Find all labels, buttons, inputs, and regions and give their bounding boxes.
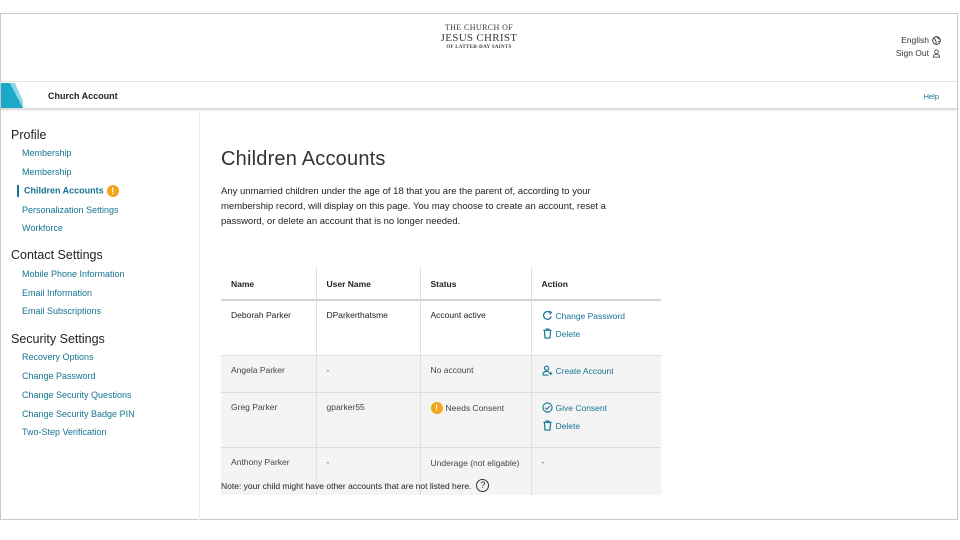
sidebar-item-membership-2[interactable]: Membership <box>22 167 72 177</box>
column-header-user-name: User Name <box>316 268 420 300</box>
language-label: English <box>901 35 929 45</box>
table-row <box>221 393 661 448</box>
logo-line-1: THE CHURCH OF <box>444 23 514 32</box>
action-label: Delete <box>555 328 581 339</box>
cell-username: - <box>316 356 420 393</box>
language-selector[interactable] <box>896 34 941 47</box>
sidebar-section-profile: Profile <box>11 128 47 142</box>
sidebar-item-change-password[interactable]: Change Password <box>22 371 96 381</box>
sidebar-item-label: Children Accounts <box>24 185 104 196</box>
add-user-icon <box>542 365 553 376</box>
app-title: Church Account <box>48 91 118 101</box>
status-label: Needs Consent <box>445 403 505 413</box>
action-label: Give Consent <box>555 402 607 413</box>
cell-username: DParkerthatsme <box>316 300 420 356</box>
sidebar-section-contact-settings: Contact Settings <box>11 248 103 262</box>
sidebar-item-change-security-questions[interactable]: Change Security Questions <box>22 390 132 400</box>
check-circle-icon <box>542 402 553 413</box>
refresh-icon <box>542 310 553 321</box>
cell-name: Angela Parker <box>221 356 316 393</box>
sidebar-item-two-step-verification[interactable]: Two-Step Verification <box>22 427 107 437</box>
top-header <box>1 14 957 82</box>
sidebar-item-email-subscriptions[interactable]: Email Subscriptions <box>22 306 102 316</box>
sidebar-item-email-information[interactable]: Email Information <box>22 288 93 298</box>
church-logo[interactable] <box>441 24 518 50</box>
page-title: Children Accounts <box>221 148 386 170</box>
table-row <box>221 300 661 356</box>
delete-button[interactable] <box>542 420 652 431</box>
globe-icon <box>932 36 941 45</box>
app-window <box>0 13 958 520</box>
cell-actions <box>531 393 661 448</box>
sidebar-item-recovery-options[interactable]: Recovery Options <box>22 352 94 362</box>
cell-actions <box>531 300 661 356</box>
app-subheader <box>1 83 957 110</box>
cell-username: gparker55 <box>316 393 420 448</box>
brand-accent-stripe <box>1 83 23 108</box>
action-label: Delete <box>555 420 581 431</box>
cell-name: Deborah Parker <box>221 300 316 356</box>
cell-name: Anthony Parker <box>221 448 316 495</box>
note-text: Note: your child might have other accounts that are not listed here. <box>221 480 472 491</box>
sidebar-item-workforce[interactable]: Workforce <box>22 223 63 233</box>
sign-out-label: Sign Out <box>895 48 929 58</box>
sign-out-link[interactable] <box>896 47 941 60</box>
cell-status: Account active <box>420 300 531 356</box>
column-header-name: Name <box>221 268 316 300</box>
help-link[interactable]: Help <box>923 92 939 101</box>
sidebar-item-children-accounts[interactable] <box>17 185 119 197</box>
column-header-status: Status <box>420 268 531 300</box>
cell-username: - <box>316 448 420 495</box>
column-header-action: Action <box>531 268 661 300</box>
warning-icon: ! <box>431 402 443 414</box>
sidebar-item-membership[interactable]: Membership <box>22 148 72 158</box>
question-circle-icon[interactable]: ? <box>476 479 489 492</box>
logo-line-2: JESUS CHRIST <box>440 32 518 44</box>
table-header-row <box>221 268 661 300</box>
logo-line-3: OF LATTER-DAY SAINTS <box>446 45 512 50</box>
sidebar-nav <box>1 112 200 520</box>
action-label: Change Password <box>555 310 625 321</box>
change-password-button[interactable] <box>542 310 652 321</box>
accounts-note <box>221 479 489 492</box>
sidebar-item-change-security-badge-pin[interactable]: Change Security Badge PIN <box>22 409 135 419</box>
cell-status <box>420 393 531 448</box>
delete-button[interactable] <box>542 328 652 339</box>
user-icon <box>932 49 941 58</box>
intro-text: Any unmarried children under the age of 18 that you are the parent of, according to your membership record, will display on this page. You may choose to create an account, reset a password, or delete an account that is no longer needed. <box>221 186 606 227</box>
action-label: Create Account <box>555 365 614 376</box>
sidebar-item-personalization-settings[interactable]: Personalization Settings <box>22 205 119 215</box>
cell-name: Greg Parker <box>221 393 316 448</box>
children-accounts-table <box>221 268 661 495</box>
cell-actions <box>531 356 661 393</box>
table-row <box>221 356 661 393</box>
user-links <box>896 34 941 60</box>
warning-icon: ! <box>107 185 119 197</box>
give-consent-button[interactable] <box>542 402 652 413</box>
sidebar-section-security-settings: Security Settings <box>11 332 105 346</box>
cell-status: Underage (not eligable) <box>420 448 531 495</box>
trash-icon <box>542 328 553 339</box>
create-account-button[interactable] <box>542 365 652 376</box>
trash-icon <box>542 420 553 431</box>
sidebar-item-mobile-phone-information[interactable]: Mobile Phone Information <box>22 269 125 279</box>
cell-actions: - <box>531 448 661 495</box>
cell-status: No account <box>420 356 531 393</box>
